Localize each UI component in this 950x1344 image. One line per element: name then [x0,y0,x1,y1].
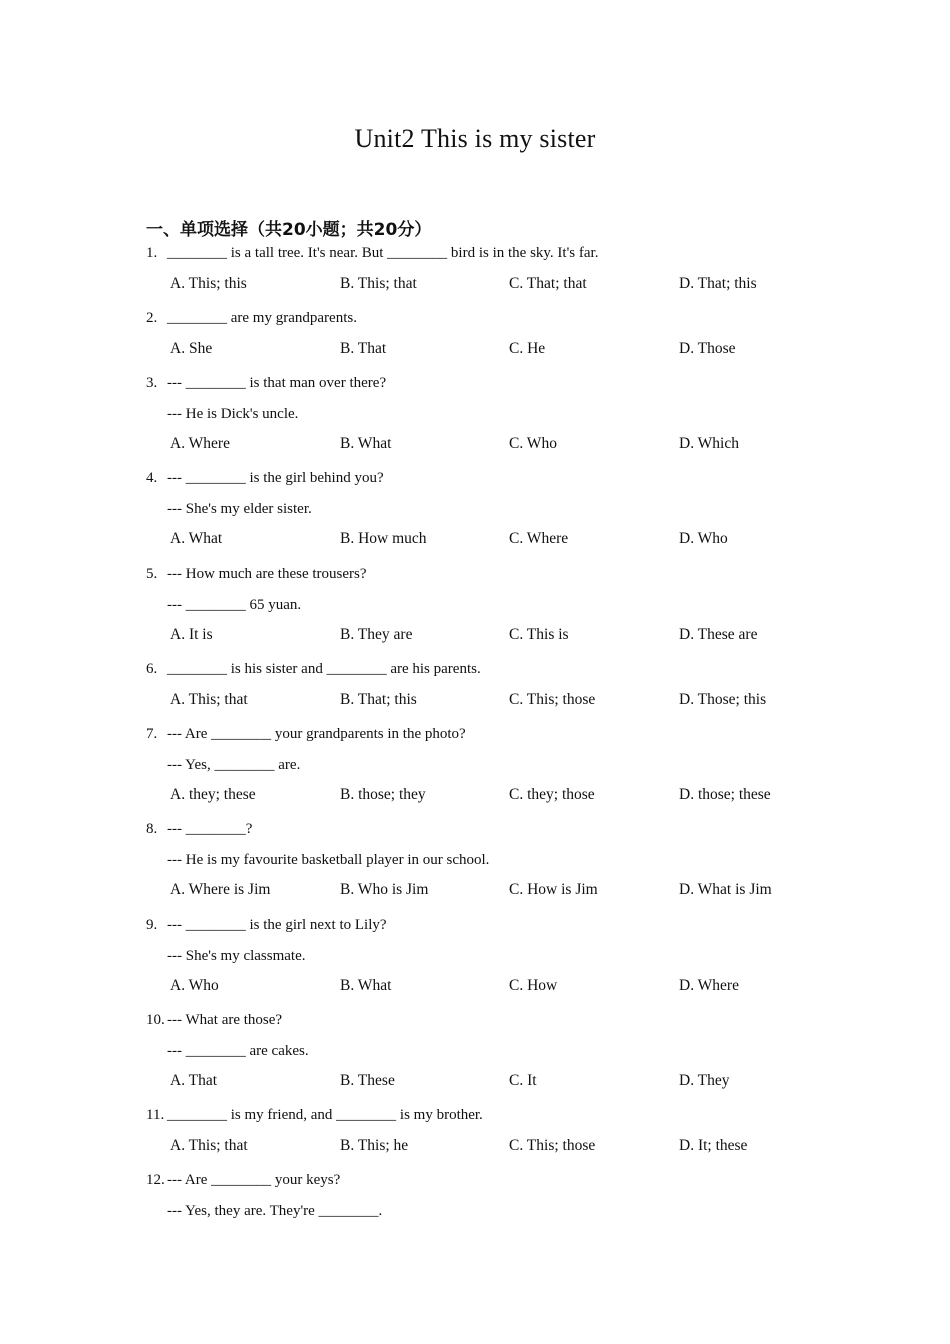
answer-option-d[interactable]: D. Those [679,339,736,357]
question-number: 2. [146,310,158,326]
question-line [0,1170,950,1201]
question-item [0,468,950,559]
question-item [0,1105,950,1166]
question-item [0,724,950,815]
question-number: 11. [146,1107,165,1123]
question-text: --- ________ are cakes. [167,1042,309,1059]
answer-option-d[interactable]: D. those; these [679,786,771,803]
answer-option-b[interactable]: B. those; they [340,786,426,803]
question-line [0,595,950,626]
question-line [0,915,950,946]
answer-option-a[interactable]: A. What [170,530,223,547]
answer-options [0,434,950,464]
answer-option-d[interactable]: D. Who [679,530,728,547]
question-text: ________ is my friend, and ________ is my brother. [167,1107,483,1123]
answer-options [0,1071,950,1101]
page-title: Unit2 This is my sister [354,124,596,153]
question-text: ________ is a tall tree. It's near. But ________ bird is in the sky. It's far. [167,245,599,261]
question-text: --- She's my classmate. [167,947,306,964]
question-item [0,819,950,910]
answer-options [0,785,950,815]
question-number: 12. [146,1172,165,1188]
answer-option-b[interactable]: B. What [340,435,392,452]
answer-option-c[interactable]: C. This; those [509,1136,596,1154]
answer-option-b[interactable]: B. That; this [340,690,417,708]
question-text: ________ are my grandparents. [167,310,357,326]
question-text: --- Are ________ your grandparents in the photo? [167,726,466,742]
question-text: --- ________ is the girl behind you? [167,470,384,486]
answer-option-d[interactable]: D. Which [679,435,739,452]
answer-option-a[interactable]: A. That [170,1072,218,1089]
question-line [0,850,950,881]
question-text: --- He is Dick's uncle. [167,405,299,422]
answer-option-b[interactable]: B. They are [340,626,413,643]
question-number: 9. [146,917,158,933]
answer-option-d[interactable]: D. That; this [679,274,757,292]
answer-options [0,880,950,910]
answer-options [0,529,950,559]
question-text: --- ________ is that man over there? [167,375,387,391]
answer-option-a[interactable]: A. Who [170,977,219,994]
answer-option-a[interactable]: A. It is [170,626,213,643]
answer-option-a[interactable]: A. Where [170,435,230,452]
answer-option-c[interactable]: C. Who [509,435,557,452]
answer-options [0,274,950,304]
answer-option-b[interactable]: B. That [340,339,387,357]
answer-option-a[interactable]: A. This; that [170,1136,248,1154]
answer-option-b[interactable]: B. These [340,1072,395,1089]
answer-option-b[interactable]: B. What [340,977,392,994]
question-item [0,564,950,655]
answer-option-b[interactable]: B. Who is Jim [340,881,429,898]
answer-option-a[interactable]: A. This; this [170,274,247,292]
answer-option-c[interactable]: C. How [509,977,558,994]
answer-option-d[interactable]: D. It; these [679,1136,748,1154]
answer-option-c[interactable]: C. This is [509,626,569,643]
answer-options [0,1136,950,1166]
question-line [0,243,950,274]
answer-options [0,976,950,1006]
question-line [0,724,950,755]
question-line [0,499,950,530]
question-text: --- How much are these trousers? [167,566,367,582]
question-number: 8. [146,821,158,837]
question-text: --- He is my favourite basketball player in our school. [167,851,490,868]
question-text: --- What are those? [167,1012,283,1028]
answer-option-d[interactable]: D. These are [679,626,758,643]
question-text: --- Yes, they are. They're ________. [167,1202,383,1219]
question-line [0,1010,950,1041]
answer-option-c[interactable]: C. It [509,1072,537,1089]
question-item [0,1010,950,1101]
answer-option-d[interactable]: D. They [679,1072,730,1089]
answer-option-c[interactable]: C. How is Jim [509,881,598,898]
question-number: 5. [146,566,158,582]
question-number: 6. [146,661,158,677]
question-item [0,915,950,1006]
question-line [0,308,950,339]
question-line [0,404,950,435]
question-text: ________ is his sister and ________ are his parents. [167,661,481,677]
question-line [0,373,950,404]
question-line [0,1041,950,1072]
question-line [0,755,950,786]
question-line [0,659,950,690]
question-text: --- She's my elder sister. [167,500,312,517]
question-line [0,468,950,499]
answer-option-c[interactable]: C. This; those [509,690,596,708]
question-item [0,308,950,369]
question-item [0,243,950,304]
question-line [0,1105,950,1136]
answer-option-d[interactable]: D. What is Jim [679,881,772,898]
question-item [0,1170,950,1231]
question-line [0,819,950,850]
answer-option-d[interactable]: D. Those; this [679,690,767,708]
answer-option-a[interactable]: A. Where is Jim [170,881,271,898]
question-line [0,946,950,977]
answer-option-c[interactable]: C. That; that [509,274,587,292]
question-text: --- Yes, ________ are. [167,756,301,773]
question-number: 4. [146,470,158,486]
answer-option-c[interactable]: C. they; those [509,786,595,803]
question-line [0,564,950,595]
question-item [0,373,950,464]
answer-options [0,690,950,720]
answer-option-a[interactable]: A. they; these [170,786,256,803]
answer-option-a[interactable]: A. She [170,339,213,357]
question-text: --- ________ 65 yuan. [167,596,302,613]
answer-option-c[interactable]: C. Where [509,530,569,547]
question-number: 3. [146,375,158,391]
answer-option-c[interactable]: C. He [509,339,546,357]
answer-option-b[interactable]: B. How much [340,530,427,547]
answer-option-d[interactable]: D. Where [679,977,739,994]
question-item [0,659,950,720]
question-text: --- Are ________ your keys? [167,1172,341,1188]
answer-option-a[interactable]: A. This; that [170,690,248,708]
section-heading: 一、单项选择（共20小题；共20分） [146,220,432,240]
question-number: 7. [146,726,158,742]
question-number: 1. [146,245,158,261]
answer-options [0,339,950,369]
answer-option-b[interactable]: B. This; that [340,274,417,292]
question-text: --- ________ is the girl next to Lily? [167,917,387,933]
question-number: 10. [146,1012,165,1028]
answer-option-b[interactable]: B. This; he [340,1136,409,1154]
question-line [0,1201,950,1232]
answer-options [0,625,950,655]
question-text: --- ________? [167,821,253,837]
